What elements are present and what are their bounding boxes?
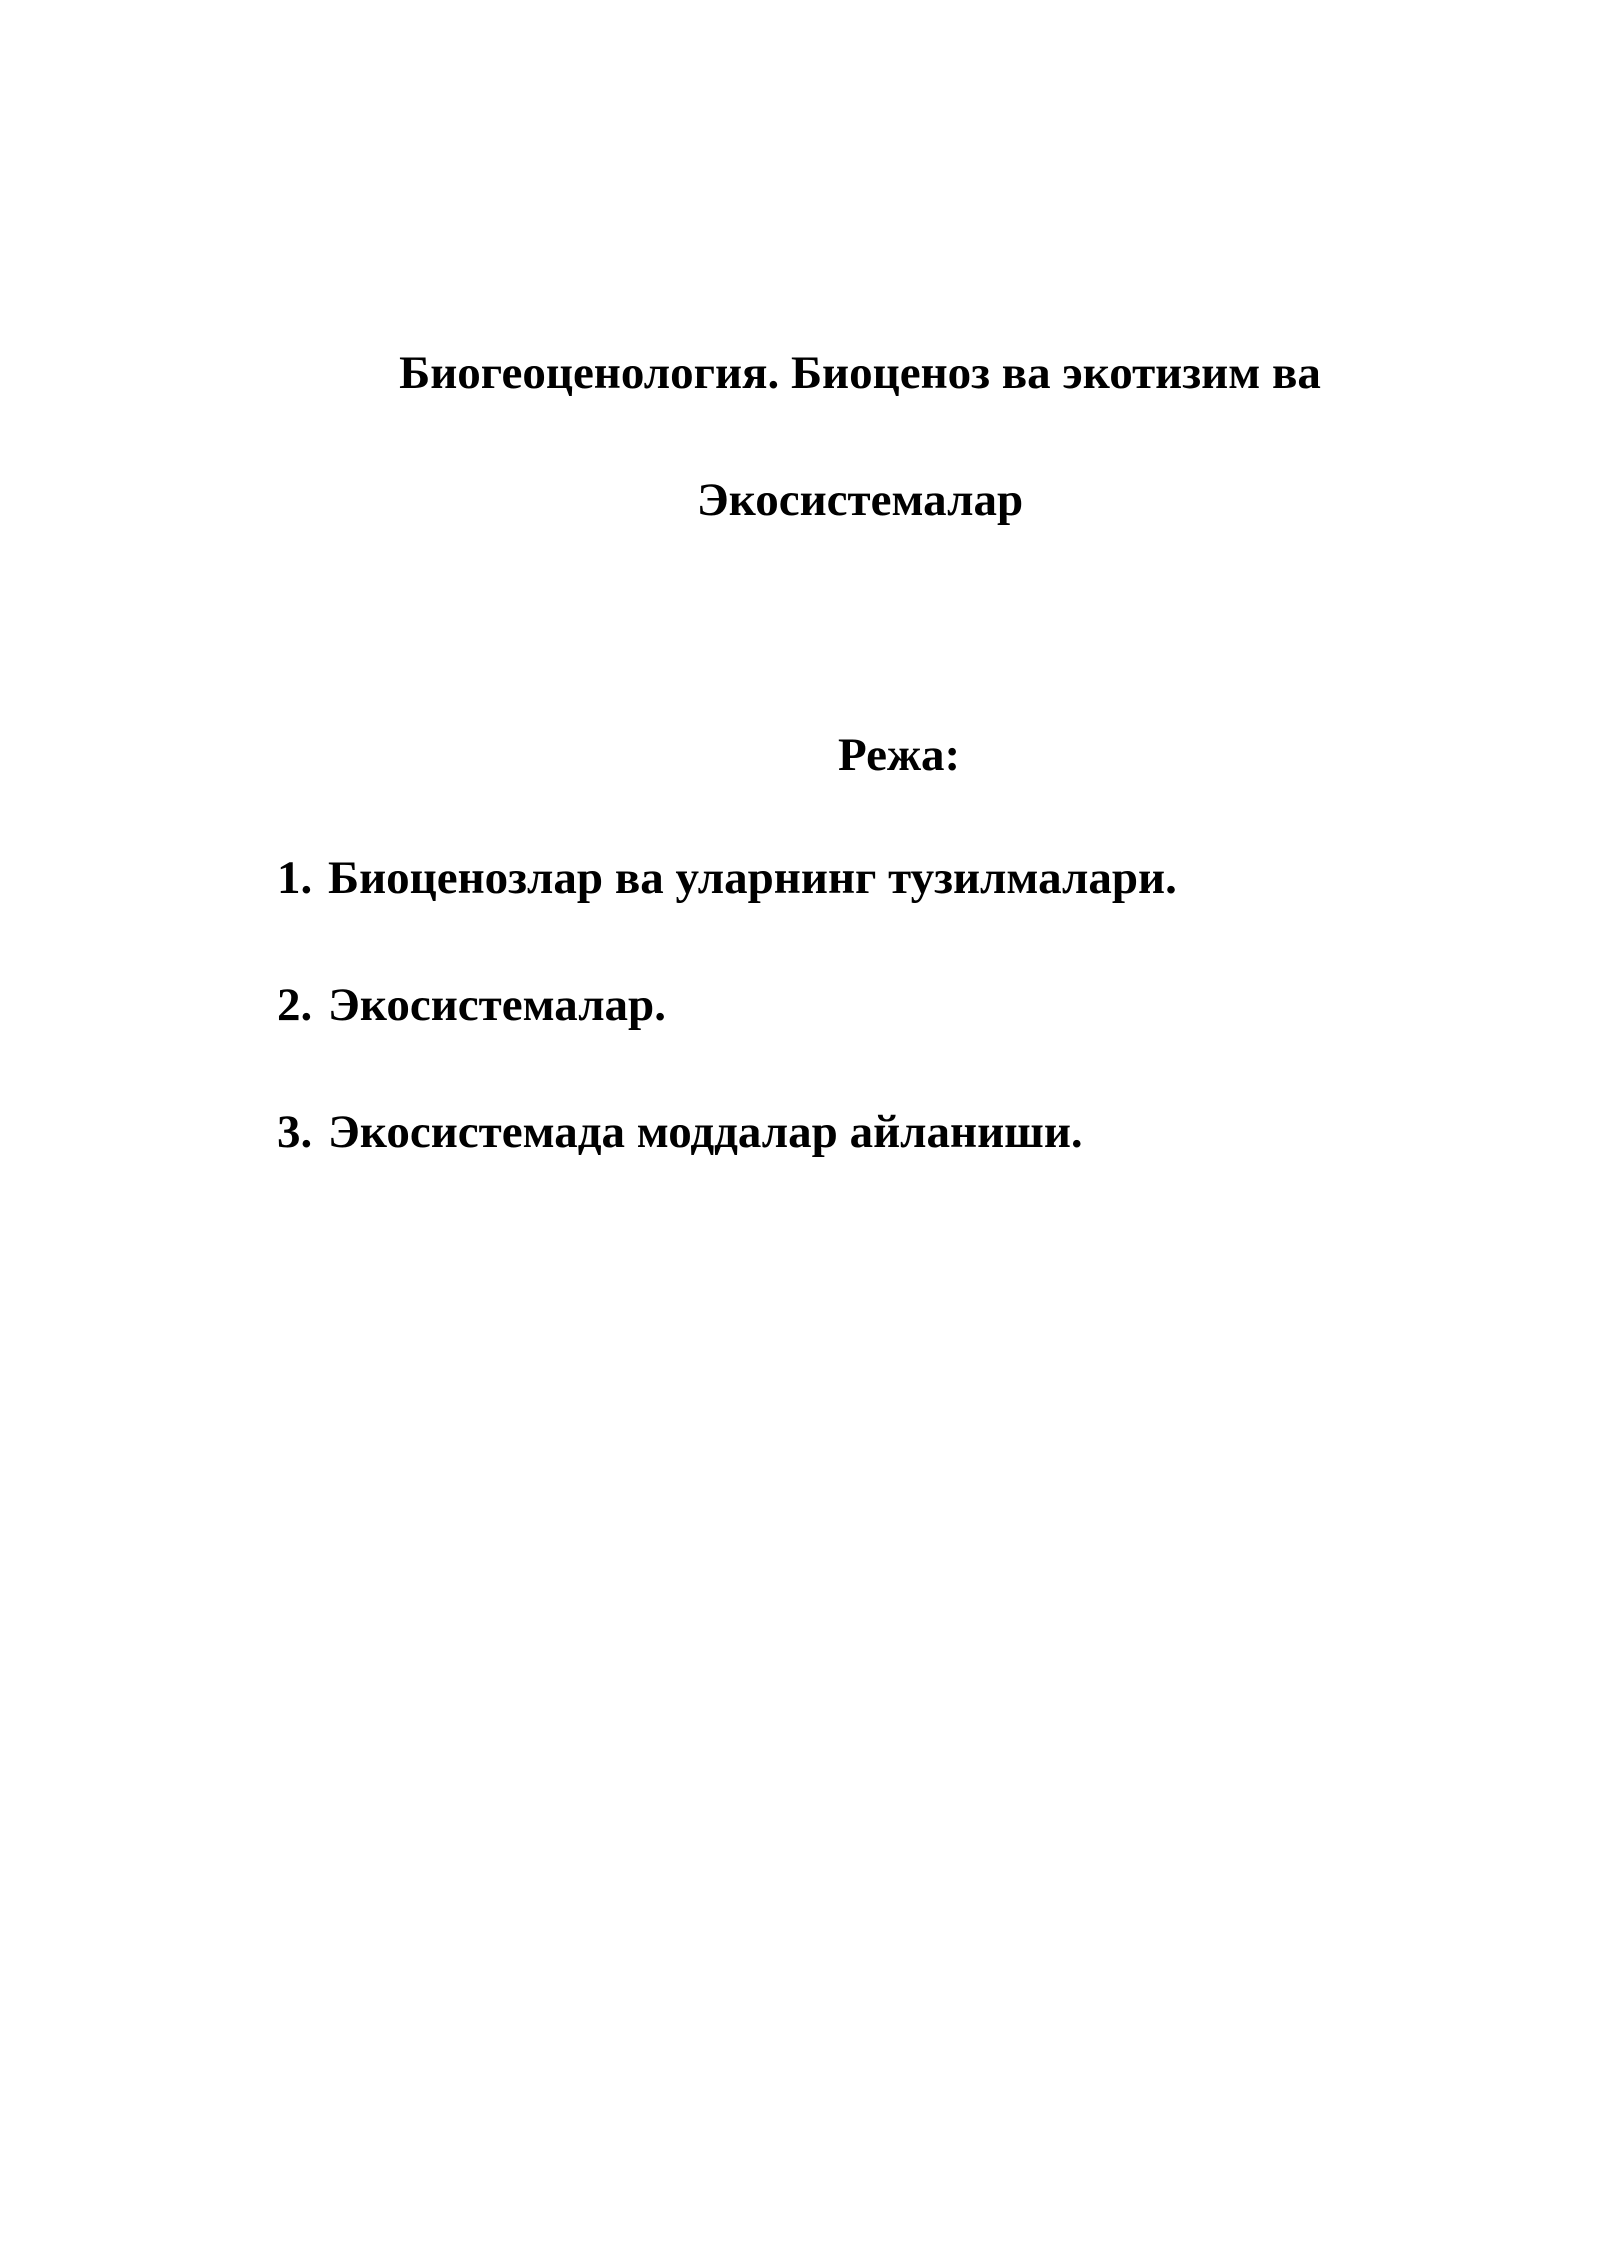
- plan-list-item: [277, 1102, 1177, 1229]
- document-title-line-2: Экосистемалар: [696, 474, 1024, 526]
- plan-item-text: Биоценозлар ва уларнинг тузилмалари.: [328, 852, 1177, 904]
- plan-list-item: [277, 975, 1177, 1102]
- plan-item-number: 1.: [277, 852, 313, 904]
- plan-item-text: Экосистемалар.: [328, 979, 666, 1031]
- plan-list: [277, 848, 1177, 1229]
- document-title-line-1: Биогеоценология. Биоценоз ва экотизим ва: [399, 347, 1321, 399]
- plan-heading: Режа:: [838, 729, 961, 781]
- plan-item-text: Экосистемада моддалар айланиши.: [328, 1106, 1083, 1158]
- plan-item-number: 2.: [277, 979, 313, 1031]
- plan-list-item: [277, 848, 1177, 975]
- plan-item-number: 3.: [277, 1106, 313, 1158]
